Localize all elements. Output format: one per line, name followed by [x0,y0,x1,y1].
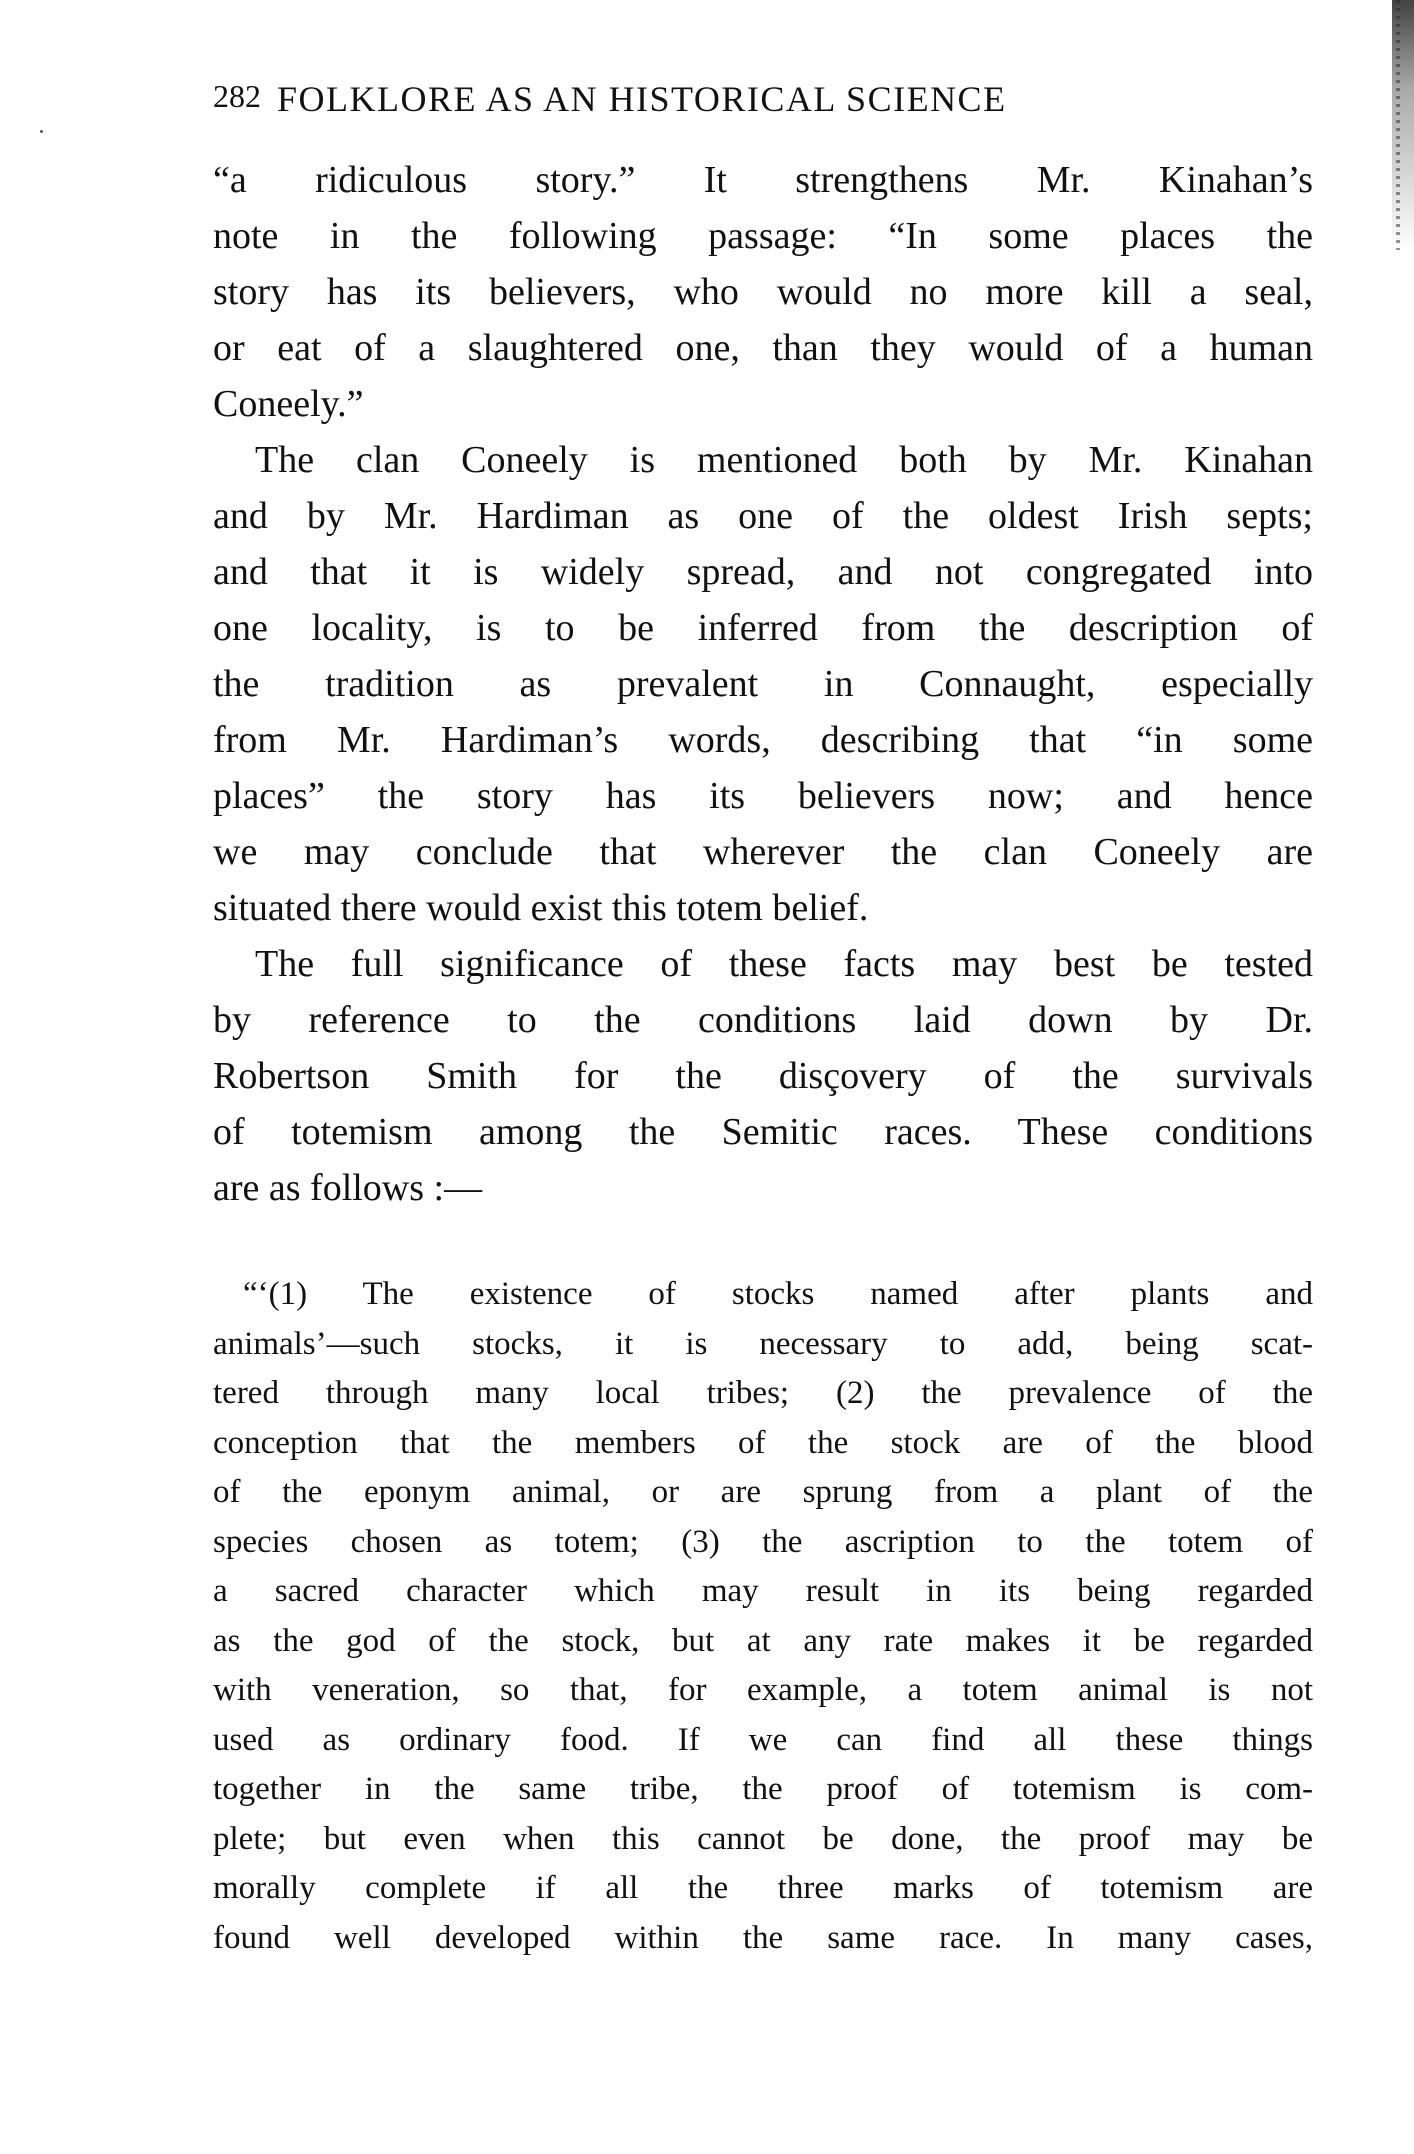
text-line: situated there would exist this totem belief. [213,887,869,929]
quote-line: conception that the members of the stock are of the blood [213,1424,1313,1461]
text-line: The clan Coneely is mentioned both by Mr. Kinahan [255,439,1313,481]
text-line: from Mr. Hardiman’s words, describing that “in some [213,719,1313,761]
text-line: The full significance of these facts may best be tested [255,943,1313,985]
text-line: the tradition as prevalent in Connaught, especially [213,663,1313,705]
quote-line: tered through many local tribes; (2) the prevalence of the [213,1375,1313,1411]
text-line: Robertson Smith for the disçovery of the survivals [213,1055,1313,1097]
quote-line: of the eponym animal, or are sprung from a plant of the [213,1474,1313,1510]
page-number: 282 [213,78,261,114]
quote-line: animals’—such stocks, it is necessary to add, being scat- [213,1325,1313,1362]
text-line: Coneely.” [213,383,364,425]
text-line: or eat of a slaughtered one, than they would of a human [213,327,1313,369]
running-head-title: FOLKLORE AS AN HISTORICAL SCIENCE [277,79,1007,119]
quote-line: plete; but even when this cannot be done, the proof may be [213,1820,1313,1857]
quote-line: morally complete if all the three marks of totemism are [213,1870,1313,1906]
quote-line: “‘(1) The existence of stocks named after plants and [243,1276,1313,1312]
text-line: are as follows :— [213,1167,483,1209]
block-quote [213,1270,1313,1963]
quote-line: species chosen as totem; (3) the ascription to the totem of [213,1523,1313,1560]
quote-line: as the god of the stock, but at any rate makes it be regarded [213,1622,1313,1659]
running-head [213,78,1313,120]
quote-line: found well developed within the same race. In many cases, [213,1919,1313,1956]
text-line: by reference to the conditions laid down by Dr. [213,999,1313,1041]
quote-line: together in the same tribe, the proof of totemism is com- [213,1771,1313,1807]
text-line: and by Mr. Hardiman as one of the oldest Irish septs; [213,495,1313,537]
text-line: story has its believers, who would no more kill a seal, [213,271,1313,313]
text-line: one locality, is to be inferred from the description of [213,607,1313,649]
body-text [213,152,1313,1216]
text-line: note in the following passage: “In some places the [213,215,1313,257]
quote-line: with veneration, so that, for example, a totem animal is not [213,1672,1313,1708]
text-line: we may conclude that wherever the clan Coneely are [213,831,1313,873]
text-line: places” the story has its believers now; and hence [213,775,1313,817]
text-line: and that it is widely spread, and not congregated into [213,551,1313,593]
text-line: of totemism among the Semitic races. These conditions [213,1111,1313,1153]
quote-line: used as ordinary food. If we can find all these things [213,1721,1313,1758]
quote-line: a sacred character which may result in its being regarded [213,1573,1313,1609]
text-line: “a ridiculous story.” It strengthens Mr. Kinahan’s [213,159,1313,201]
scan-edge-artifact [1392,0,1414,250]
scan-speck [40,130,43,133]
